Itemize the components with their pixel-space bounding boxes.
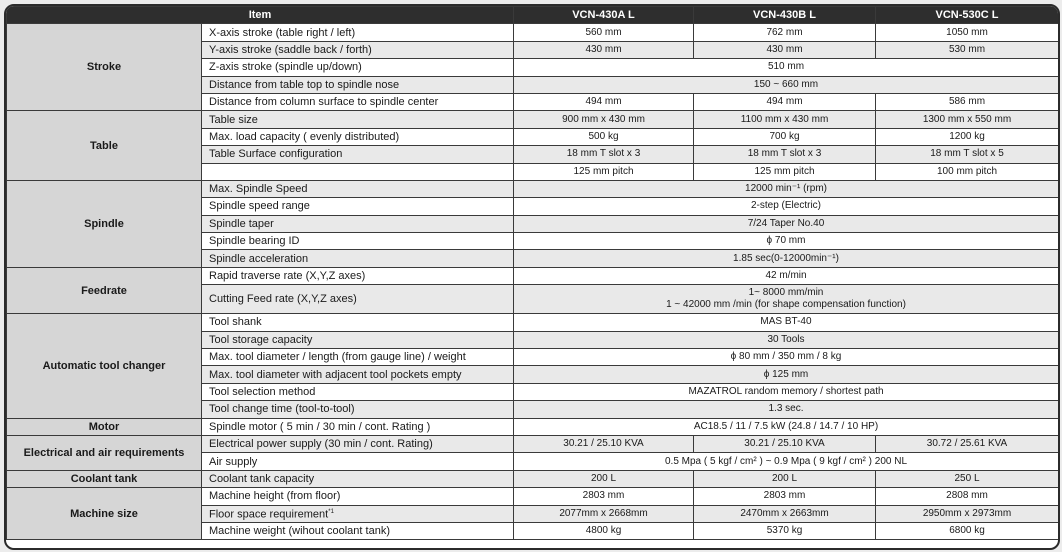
cell-all: 510 mm	[514, 59, 1059, 76]
cell-a: 4800 kg	[514, 522, 694, 539]
row-label: Machine height (from floor)	[202, 488, 514, 505]
row-label: Tool shank	[202, 314, 514, 331]
table-row	[7, 418, 1059, 435]
table-row	[7, 435, 1059, 452]
cell-all: 150 ~ 660 mm	[514, 76, 1059, 93]
cell-b: 2470mm x 2663mm	[694, 505, 876, 522]
cell-c: 2950mm x 2973mm	[876, 505, 1059, 522]
row-label: Tool selection method	[202, 383, 514, 400]
row-label	[202, 163, 514, 180]
row-label: Rapid traverse rate (X,Y,Z axes)	[202, 267, 514, 284]
row-label: Distance from column surface to spindle center	[202, 93, 514, 110]
row-label: Table Surface configuration	[202, 146, 514, 163]
cell-b: 494 mm	[694, 93, 876, 110]
floor-label: Floor space requirement	[209, 509, 329, 522]
row-label: Spindle taper	[202, 215, 514, 232]
cell-all: 1.3 sec.	[514, 401, 1059, 418]
row-label: Machine weight (wihout coolant tank)	[202, 522, 514, 539]
cell-b: 200 L	[694, 470, 876, 487]
cell-all: 42 m/min	[514, 267, 1059, 284]
row-label: Distance from table top to spindle nose	[202, 76, 514, 93]
cell-c: 250 L	[876, 470, 1059, 487]
table-row	[7, 180, 1059, 197]
cell-c: 586 mm	[876, 93, 1059, 110]
cutting-line-1: 1~ 8000 mm/min	[748, 287, 824, 299]
cell-all: ϕ 125 mm	[514, 366, 1059, 383]
cell-all: 2-step (Electric)	[514, 198, 1059, 215]
section-motor: Motor	[7, 418, 202, 435]
table-row	[7, 24, 1059, 41]
cell-all: AC18.5 / 11 / 7.5 kW (24.8 / 14.7 / 10 HP)	[514, 418, 1059, 435]
header-model-a: VCN-430A L	[514, 7, 694, 24]
cell-all: ϕ 70 mm	[514, 233, 1059, 250]
row-label: Coolant tank capacity	[202, 470, 514, 487]
cell-a: 900 mm x 430 mm	[514, 111, 694, 128]
cell-a: 2803 mm	[514, 488, 694, 505]
cell-a: 560 mm	[514, 24, 694, 41]
section-electrical: Electrical and air requirements	[7, 435, 202, 470]
header-row	[7, 7, 1059, 24]
cell-all: 7/24 Taper No.40	[514, 215, 1059, 232]
row-label: Cutting Feed rate (X,Y,Z axes)	[202, 285, 514, 314]
cell-a: 200 L	[514, 470, 694, 487]
cell-all: MAZATROL random memory / shortest path	[514, 383, 1059, 400]
cell-all: MAS BT-40	[514, 314, 1059, 331]
row-label: Electrical power supply (30 min / cont. Rating)	[202, 435, 514, 452]
cell-a: 500 kg	[514, 128, 694, 145]
cell-c: 530 mm	[876, 41, 1059, 58]
table-row	[7, 470, 1059, 487]
spec-table	[6, 6, 1059, 540]
section-machine: Machine size	[7, 488, 202, 540]
row-label: Spindle motor ( 5 min / 30 min / cont. Rating )	[202, 418, 514, 435]
row-label: Spindle bearing ID	[202, 233, 514, 250]
table-row	[7, 314, 1059, 331]
cell-b: 1100 mm x 430 mm	[694, 111, 876, 128]
cell-all	[514, 285, 1059, 314]
cell-c: 2808 mm	[876, 488, 1059, 505]
cell-b: 762 mm	[694, 24, 876, 41]
cell-c: 1200 kg	[876, 128, 1059, 145]
table-row	[7, 267, 1059, 284]
cell-b: 125 mm pitch	[694, 163, 876, 180]
row-label: Max. tool diameter / length (from gauge line) / weight	[202, 349, 514, 366]
row-label: Max. tool diameter with adjacent tool pockets empty	[202, 366, 514, 383]
cell-b: 700 kg	[694, 128, 876, 145]
cell-all: 1.85 sec(0-12000min⁻¹)	[514, 250, 1059, 267]
row-label: Y-axis stroke (saddle back / forth)	[202, 41, 514, 58]
row-label: Tool change time (tool-to-tool)	[202, 401, 514, 418]
row-label: Air supply	[202, 453, 514, 470]
table-row	[7, 111, 1059, 128]
section-atc: Automatic tool changer	[7, 314, 202, 418]
cutting-line-2: 1 ~ 42000 mm /min (for shape compensation function)	[666, 299, 906, 311]
cell-a: 494 mm	[514, 93, 694, 110]
row-label: X-axis stroke (table right / left)	[202, 24, 514, 41]
cell-all: 30 Tools	[514, 331, 1059, 348]
cell-c: 1050 mm	[876, 24, 1059, 41]
section-feedrate: Feedrate	[7, 267, 202, 313]
row-label: Max. Spindle Speed	[202, 180, 514, 197]
cell-all: ϕ 80 mm / 350 mm / 8 kg	[514, 349, 1059, 366]
cell-all: 12000 min⁻¹ (rpm)	[514, 180, 1059, 197]
row-label: Spindle acceleration	[202, 250, 514, 267]
cell-c: 18 mm T slot x 5	[876, 146, 1059, 163]
row-label: Max. load capacity ( evenly distributed)	[202, 128, 514, 145]
row-label	[202, 505, 514, 522]
row-label: Spindle speed range	[202, 198, 514, 215]
cell-a: 30.21 / 25.10 KVA	[514, 435, 694, 452]
header-item: Item	[7, 7, 514, 24]
cell-a: 2077mm x 2668mm	[514, 505, 694, 522]
cell-c: 1300 mm x 550 mm	[876, 111, 1059, 128]
header-model-b: VCN-430B L	[694, 7, 876, 24]
spec-table-frame	[4, 4, 1060, 550]
cell-b: 5370 kg	[694, 522, 876, 539]
section-spindle: Spindle	[7, 180, 202, 267]
section-table: Table	[7, 111, 202, 181]
cell-a: 18 mm T slot x 3	[514, 146, 694, 163]
cell-c: 6800 kg	[876, 522, 1059, 539]
cell-b: 30.21 / 25.10 KVA	[694, 435, 876, 452]
row-label: Table size	[202, 111, 514, 128]
cell-b: 18 mm T slot x 3	[694, 146, 876, 163]
cell-a: 125 mm pitch	[514, 163, 694, 180]
row-label: Tool storage capacity	[202, 331, 514, 348]
cell-c: 30.72 / 25.61 KVA	[876, 435, 1059, 452]
cell-c: 100 mm pitch	[876, 163, 1059, 180]
row-label: Z-axis stroke (spindle up/down)	[202, 59, 514, 76]
table-row	[7, 488, 1059, 505]
section-stroke: Stroke	[7, 24, 202, 111]
cell-all: 0.5 Mpa ( 5 kgf / cm² ) ~ 0.9 Mpa ( 9 kgf / cm² ) 200 NL	[514, 453, 1059, 470]
header-model-c: VCN-530C L	[876, 7, 1059, 24]
cell-b: 2803 mm	[694, 488, 876, 505]
cell-b: 430 mm	[694, 41, 876, 58]
footnote-marker: *1	[328, 509, 334, 516]
cell-a: 430 mm	[514, 41, 694, 58]
section-coolant: Coolant tank	[7, 470, 202, 487]
